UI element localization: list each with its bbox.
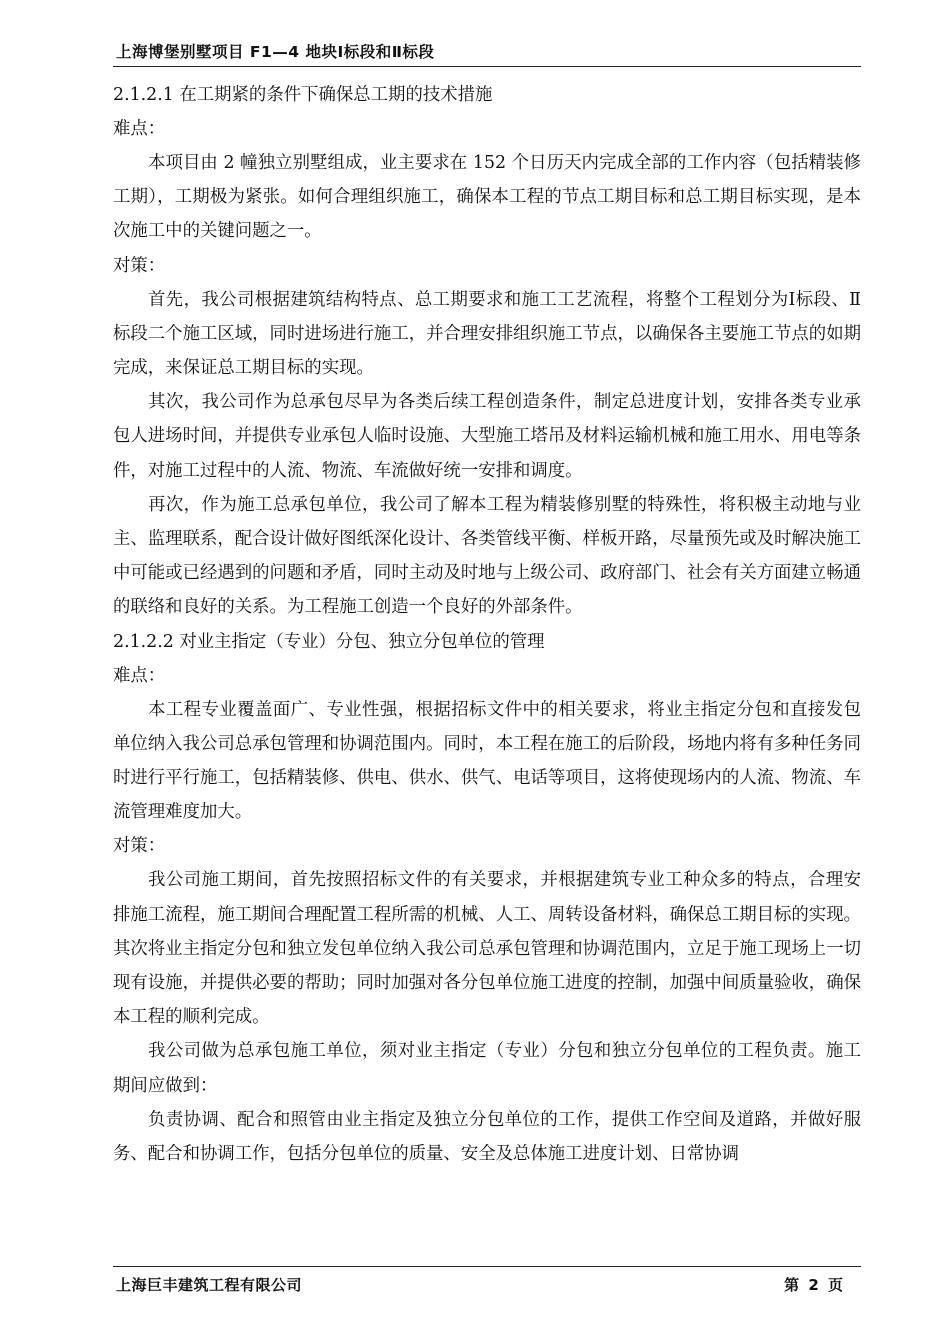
footer-company: 上海巨丰建筑工程有限公司 <box>116 1276 303 1294</box>
paragraph: 本工程专业覆盖面广、专业性强，根据招标文件中的相关要求，将业主指定分包和直接发包单位纳入我公司总承包管理和协调范围内。同时，本工程在施工的后阶段，场地内将有多种任务同时进行平行施工，包括精装修、供电、供水、供气、电话等项目，这将使现场内的人流、物流、车流管理难度加大。 <box>113 699 861 823</box>
section-heading: 2.1.2.2 对业主指定（专业）分包、独立分包单位的管理 <box>113 631 545 652</box>
measures-label: 对策： <box>113 255 166 276</box>
paragraph: 负责协调、配合和照管由业主指定及独立分包单位的工作，提供工作空间及道路，并做好服务、配合和协调工作，包括分包单位的质量、安全及总体施工进度计划、日常协调 <box>113 1109 861 1165</box>
page-footer <box>113 1266 861 1303</box>
paragraph: 本项目由 2 幢独立别墅组成，业主要求在 152 个日历天内完成全部的工作内容（包括精装修工期），工期极为紧张。如何合理组织施工，确保本工程的节点工期目标和总工期目标实现，是本次施工中的关键问题之一。 <box>113 153 861 242</box>
paragraph: 我公司做为总承包施工单位，须对业主指定（专业）分包和独立分包单位的工程负责。施工期间应做到： <box>113 1041 861 1096</box>
difficulty-label: 难点： <box>113 119 166 139</box>
paragraph: 其次，我公司作为总承包尽早为各类后续工程创造条件，制定总进度计划，安排各类专业承包人进场时间，并提供专业承包人临时设施、大型施工塔吊及材料运输机械和施工用水、用电等条件，对施工过程中的人流、物流、车流做好统一安排和调度。 <box>113 392 861 481</box>
measures-label: 对策： <box>113 836 166 857</box>
page-header <box>113 36 861 67</box>
paragraph: 我公司施工期间，首先按照招标文件的有关要求，并根据建筑专业工种众多的特点，合理安排施工流程，施工期间合理配置工程所需的机械、人工、周转设备材料，确保总工期目标的实现。其次将业主指定分包和独立发包单位纳入我公司总承包管理和协调范围内，立足于施工现场上一切现有设施，并提供必要的帮助；同时加强对各分包单位施工进度的控制，加强中间质量验收，确保本工程的顺利完成。 <box>113 870 861 1028</box>
header-title: 上海博堡别墅项目 F1—4 地块Ⅰ标段和Ⅱ标段 <box>116 43 435 61</box>
paragraph: 首先，我公司根据建筑结构特点、总工期要求和施工工艺流程，将整个工程划分为Ⅰ标段、Ⅱ标段二个施工区域，同时进场进行施工，并合理安排组织施工节点，以确保各主要施工节点的如期完成，来保证总工期目标的实现。 <box>113 289 861 379</box>
page-number: 第 2 页 <box>784 1276 843 1294</box>
section-heading: 2.1.2.1 在工期紧的条件下确保总工期的技术措施 <box>113 85 493 105</box>
difficulty-label: 难点： <box>113 665 166 686</box>
document-body <box>113 78 861 1171</box>
paragraph: 再次，作为施工总承包单位，我公司了解本工程为精装修别墅的特殊性，将积极主动地与业主、监理联系，配合设计做好图纸深化设计、各类管线平衡、样板开路，尽量预先或及时解决施工中可能或已经遇到的问题和矛盾，同时主动及时地与上级公司、政府部门、社会有关方面建立畅通的联络和良好的关系。为工程施工创造一个良好的外部条件。 <box>113 494 861 618</box>
